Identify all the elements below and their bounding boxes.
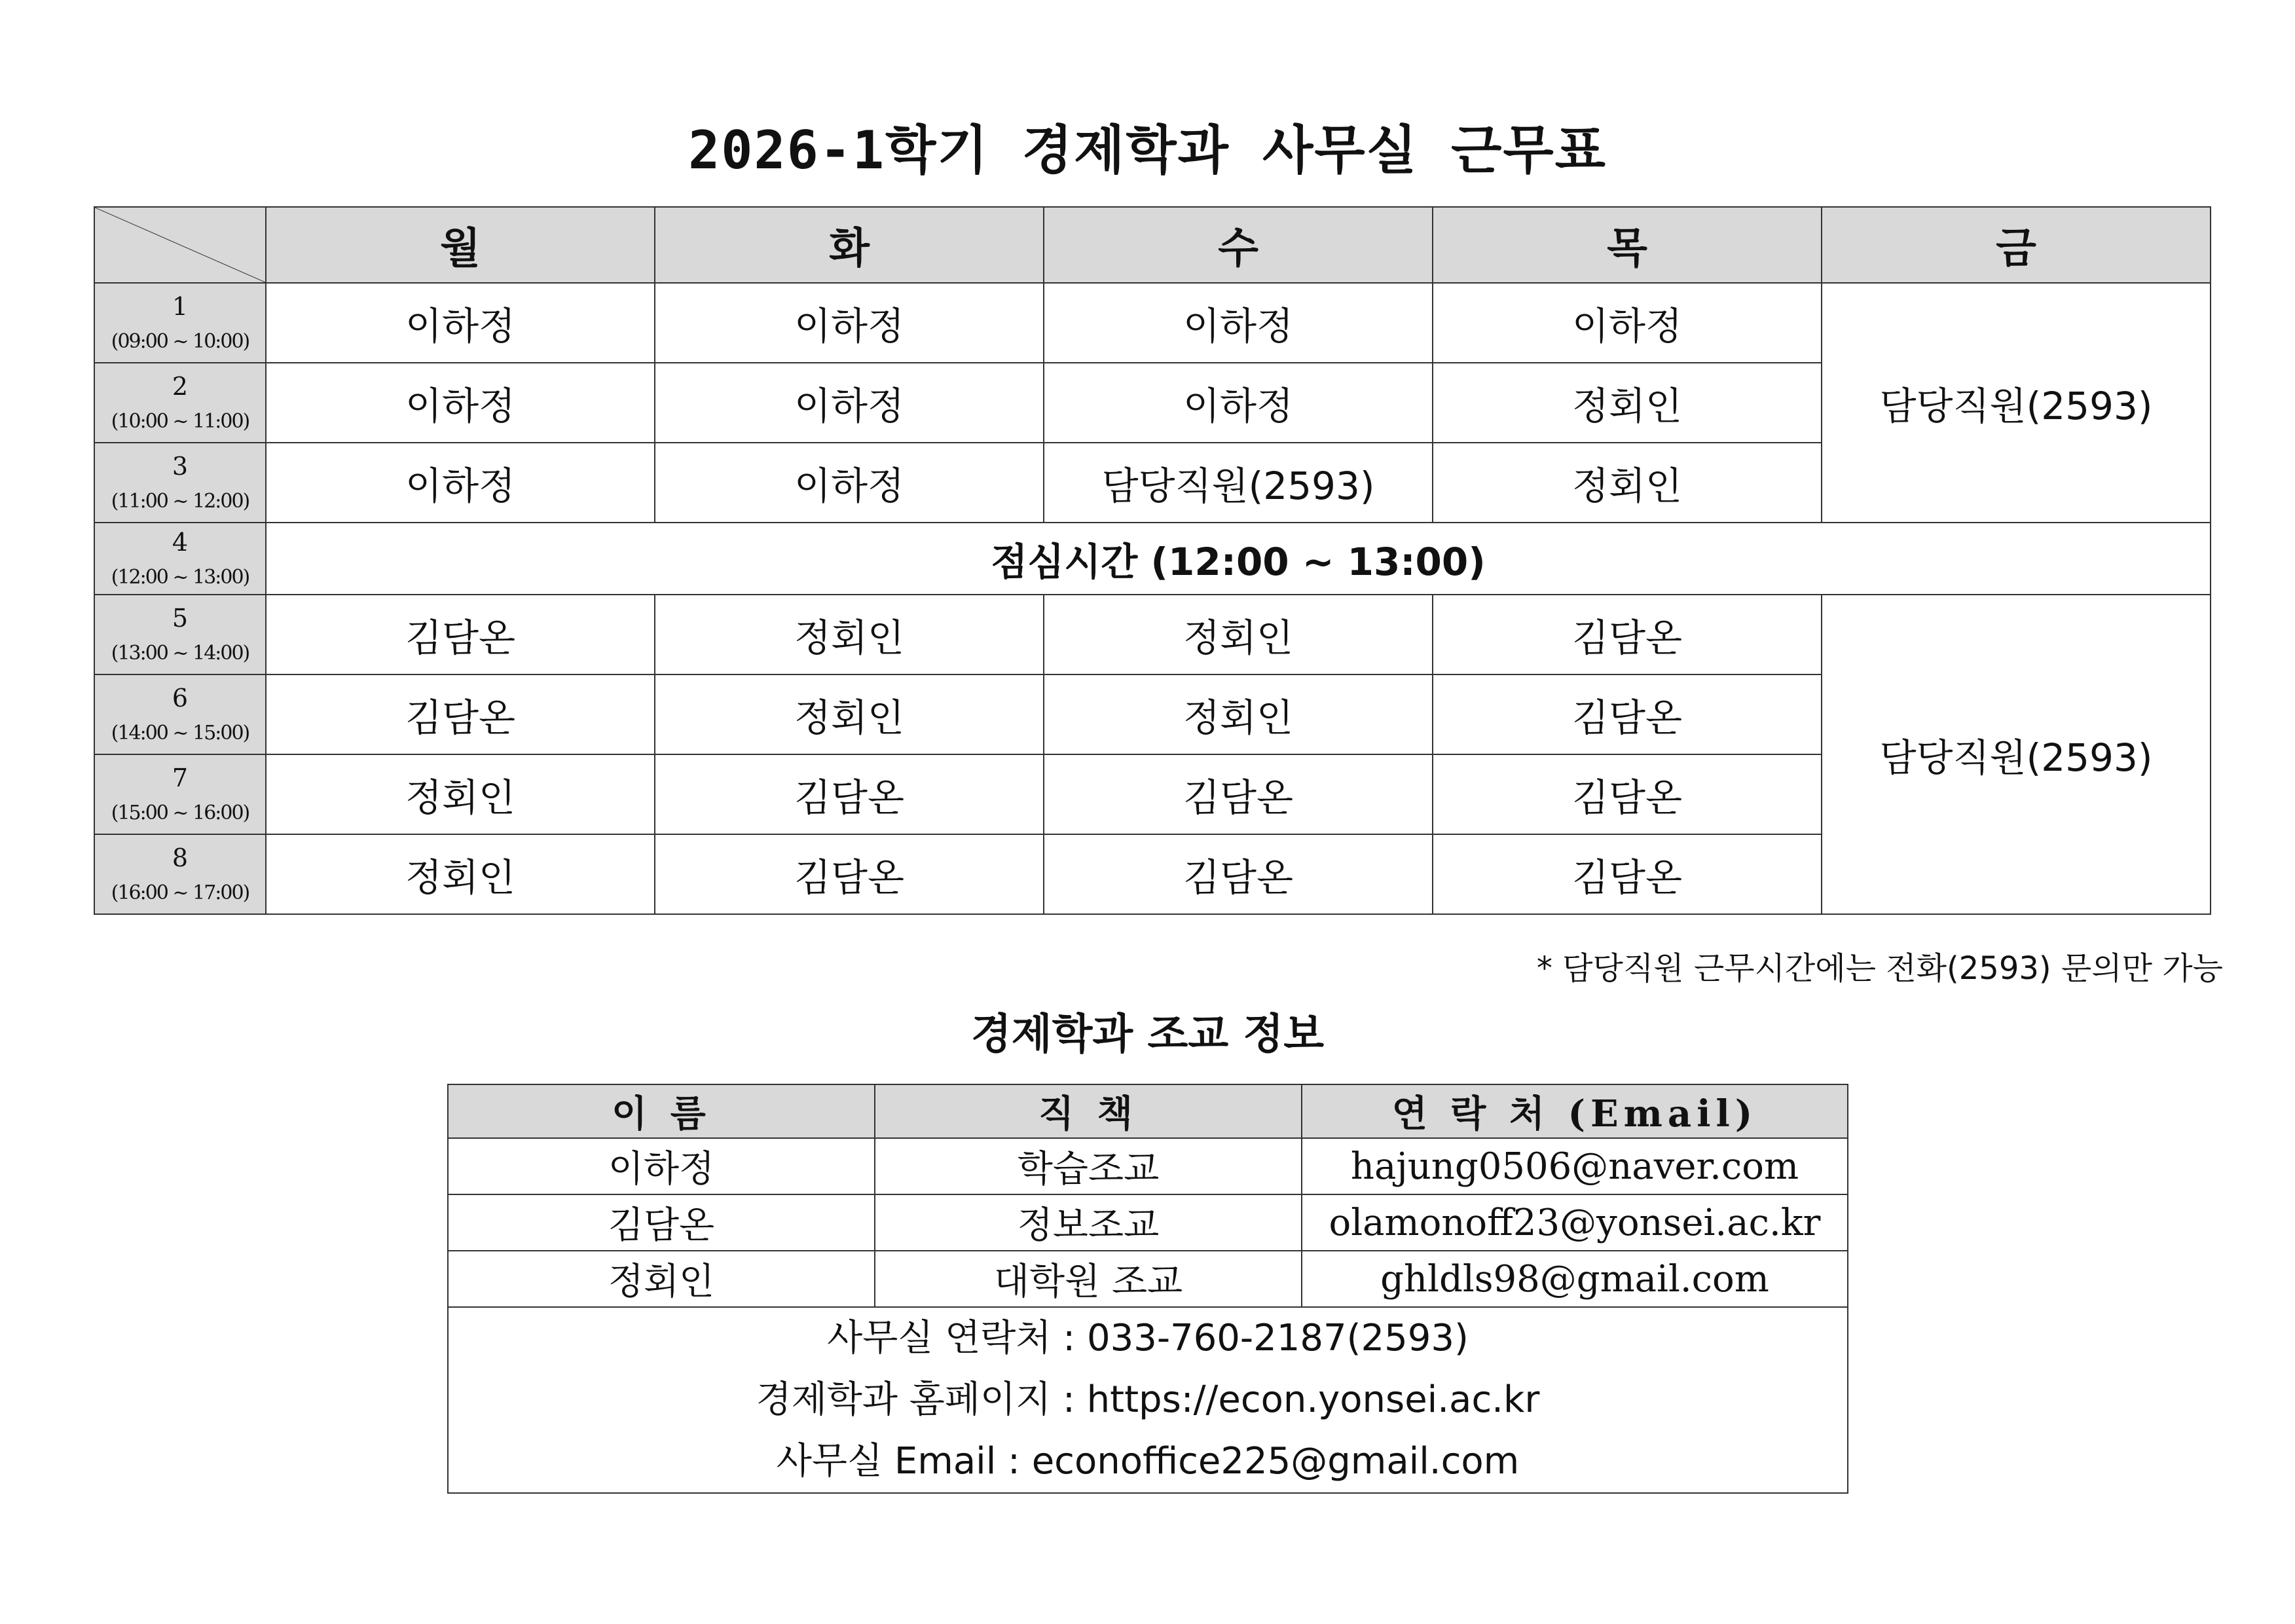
schedule-cell: 이하정 [655,443,1044,523]
office-contact-block [448,1307,1848,1493]
department-homepage: 경제학과 홈페이지 : https://econ.yonsei.ac.kr [756,1378,1540,1421]
schedule-cell: 정회인 [266,834,655,914]
schedule-header-row [94,207,2211,283]
day-header-thu: 목 [1433,207,1822,283]
day-header-tue: 화 [655,207,1044,283]
period-label [94,523,266,595]
period-label [94,443,266,523]
period-time: (10:00 ~ 11:00) [111,409,249,433]
schedule-cell: 이하정 [655,283,1044,363]
schedule-cell: 담당직원(2593) [1044,443,1433,523]
period-label [94,674,266,754]
assistant-email: ghldls98@gmail.com [1302,1251,1848,1307]
period-time: (16:00 ~ 17:00) [111,881,249,904]
schedule-cell: 김담온 [655,834,1044,914]
diagonal-line-icon [95,208,265,282]
info-row [448,1251,1848,1307]
lunch-break-cell: 점심시간 (12:00 ~ 13:00) [266,523,2211,595]
schedule-cell: 김담온 [1433,674,1822,754]
friday-morning-cell: 담당직원(2593) [1822,283,2211,523]
period-number: 5 [172,603,189,633]
office-phone: 사무실 연락처 : 033-760-2187(2593) [827,1317,1469,1359]
period-time: (09:00 ~ 10:00) [111,329,249,353]
schedule-cell: 정회인 [1044,595,1433,674]
info-header-row [448,1084,1848,1138]
schedule-cell: 정회인 [655,595,1044,674]
schedule-cell: 정회인 [1433,363,1822,443]
schedule-cell: 이하정 [655,363,1044,443]
period-number: 7 [172,763,189,792]
work-schedule-table [94,206,2211,915]
period-time: (12:00 ~ 13:00) [111,565,249,589]
schedule-cell: 김담온 [266,595,655,674]
schedule-cell: 이하정 [266,283,655,363]
period-label [94,834,266,914]
schedule-cell: 이하정 [1044,283,1433,363]
name-header: 이 름 [448,1084,875,1138]
schedule-cell: 이하정 [1044,363,1433,443]
schedule-cell: 김담온 [1433,754,1822,834]
assistant-email: olamonoff23@yonsei.ac.kr [1302,1194,1848,1251]
period-time: (15:00 ~ 16:00) [111,801,249,824]
period-number: 6 [172,683,189,712]
schedule-cell: 김담온 [1433,595,1822,674]
phone-only-note: * 담당직원 근무시간에는 전화(2593) 문의만 가능 [1536,950,2223,987]
assistant-info-title: 경제학과 조교 정보 [970,1010,1325,1059]
lunch-row [94,523,2211,595]
period-label [94,363,266,443]
assistant-name: 김담온 [448,1194,875,1251]
info-row [448,1138,1848,1194]
contact-header: 연 락 처 (Email) [1302,1084,1848,1138]
day-header-fri: 금 [1822,207,2211,283]
schedule-cell: 김담온 [1433,834,1822,914]
period-number: 3 [172,451,189,481]
schedule-cell: 김담온 [655,754,1044,834]
info-footer-row [448,1307,1848,1493]
assistant-role: 대학원 조교 [875,1251,1302,1307]
schedule-row [94,595,2211,674]
schedule-cell: 이하정 [1433,283,1822,363]
schedule-cell: 정회인 [1433,443,1822,523]
info-row [448,1194,1848,1251]
assistant-info-table [447,1084,1848,1494]
period-number: 1 [172,291,189,321]
schedule-cell: 정회인 [655,674,1044,754]
period-number: 8 [172,843,189,872]
assistant-name: 이하정 [448,1138,875,1194]
assistant-role: 정보조교 [875,1194,1302,1251]
schedule-cell: 김담온 [1044,834,1433,914]
schedule-cell: 김담온 [1044,754,1433,834]
schedule-cell: 정회인 [266,754,655,834]
assistant-name: 정회인 [448,1251,875,1307]
day-header-mon: 월 [266,207,655,283]
schedule-row [94,283,2211,363]
schedule-cell: 이하정 [266,443,655,523]
period-label [94,595,266,674]
period-time: (14:00 ~ 15:00) [111,721,249,745]
period-time: (13:00 ~ 14:00) [111,641,249,665]
day-header-wed: 수 [1044,207,1433,283]
schedule-cell: 정회인 [1044,674,1433,754]
period-label [94,754,266,834]
schedule-cell: 김담온 [266,674,655,754]
office-email: 사무실 Email : econoffice225@gmail.com [776,1440,1520,1483]
corner-diagonal-cell [94,207,266,283]
assistant-email: hajung0506@naver.com [1302,1138,1848,1194]
period-time: (11:00 ~ 12:00) [111,489,249,513]
period-label [94,283,266,363]
period-number: 4 [172,527,189,557]
period-number: 2 [172,371,189,401]
assistant-role: 학습조교 [875,1138,1302,1194]
friday-afternoon-cell: 담당직원(2593) [1822,595,2211,914]
role-header: 직 책 [875,1084,1302,1138]
page-title: 2026-1학기 경제학과 사무실 근무표 [688,120,1607,181]
schedule-cell: 이하정 [266,363,655,443]
